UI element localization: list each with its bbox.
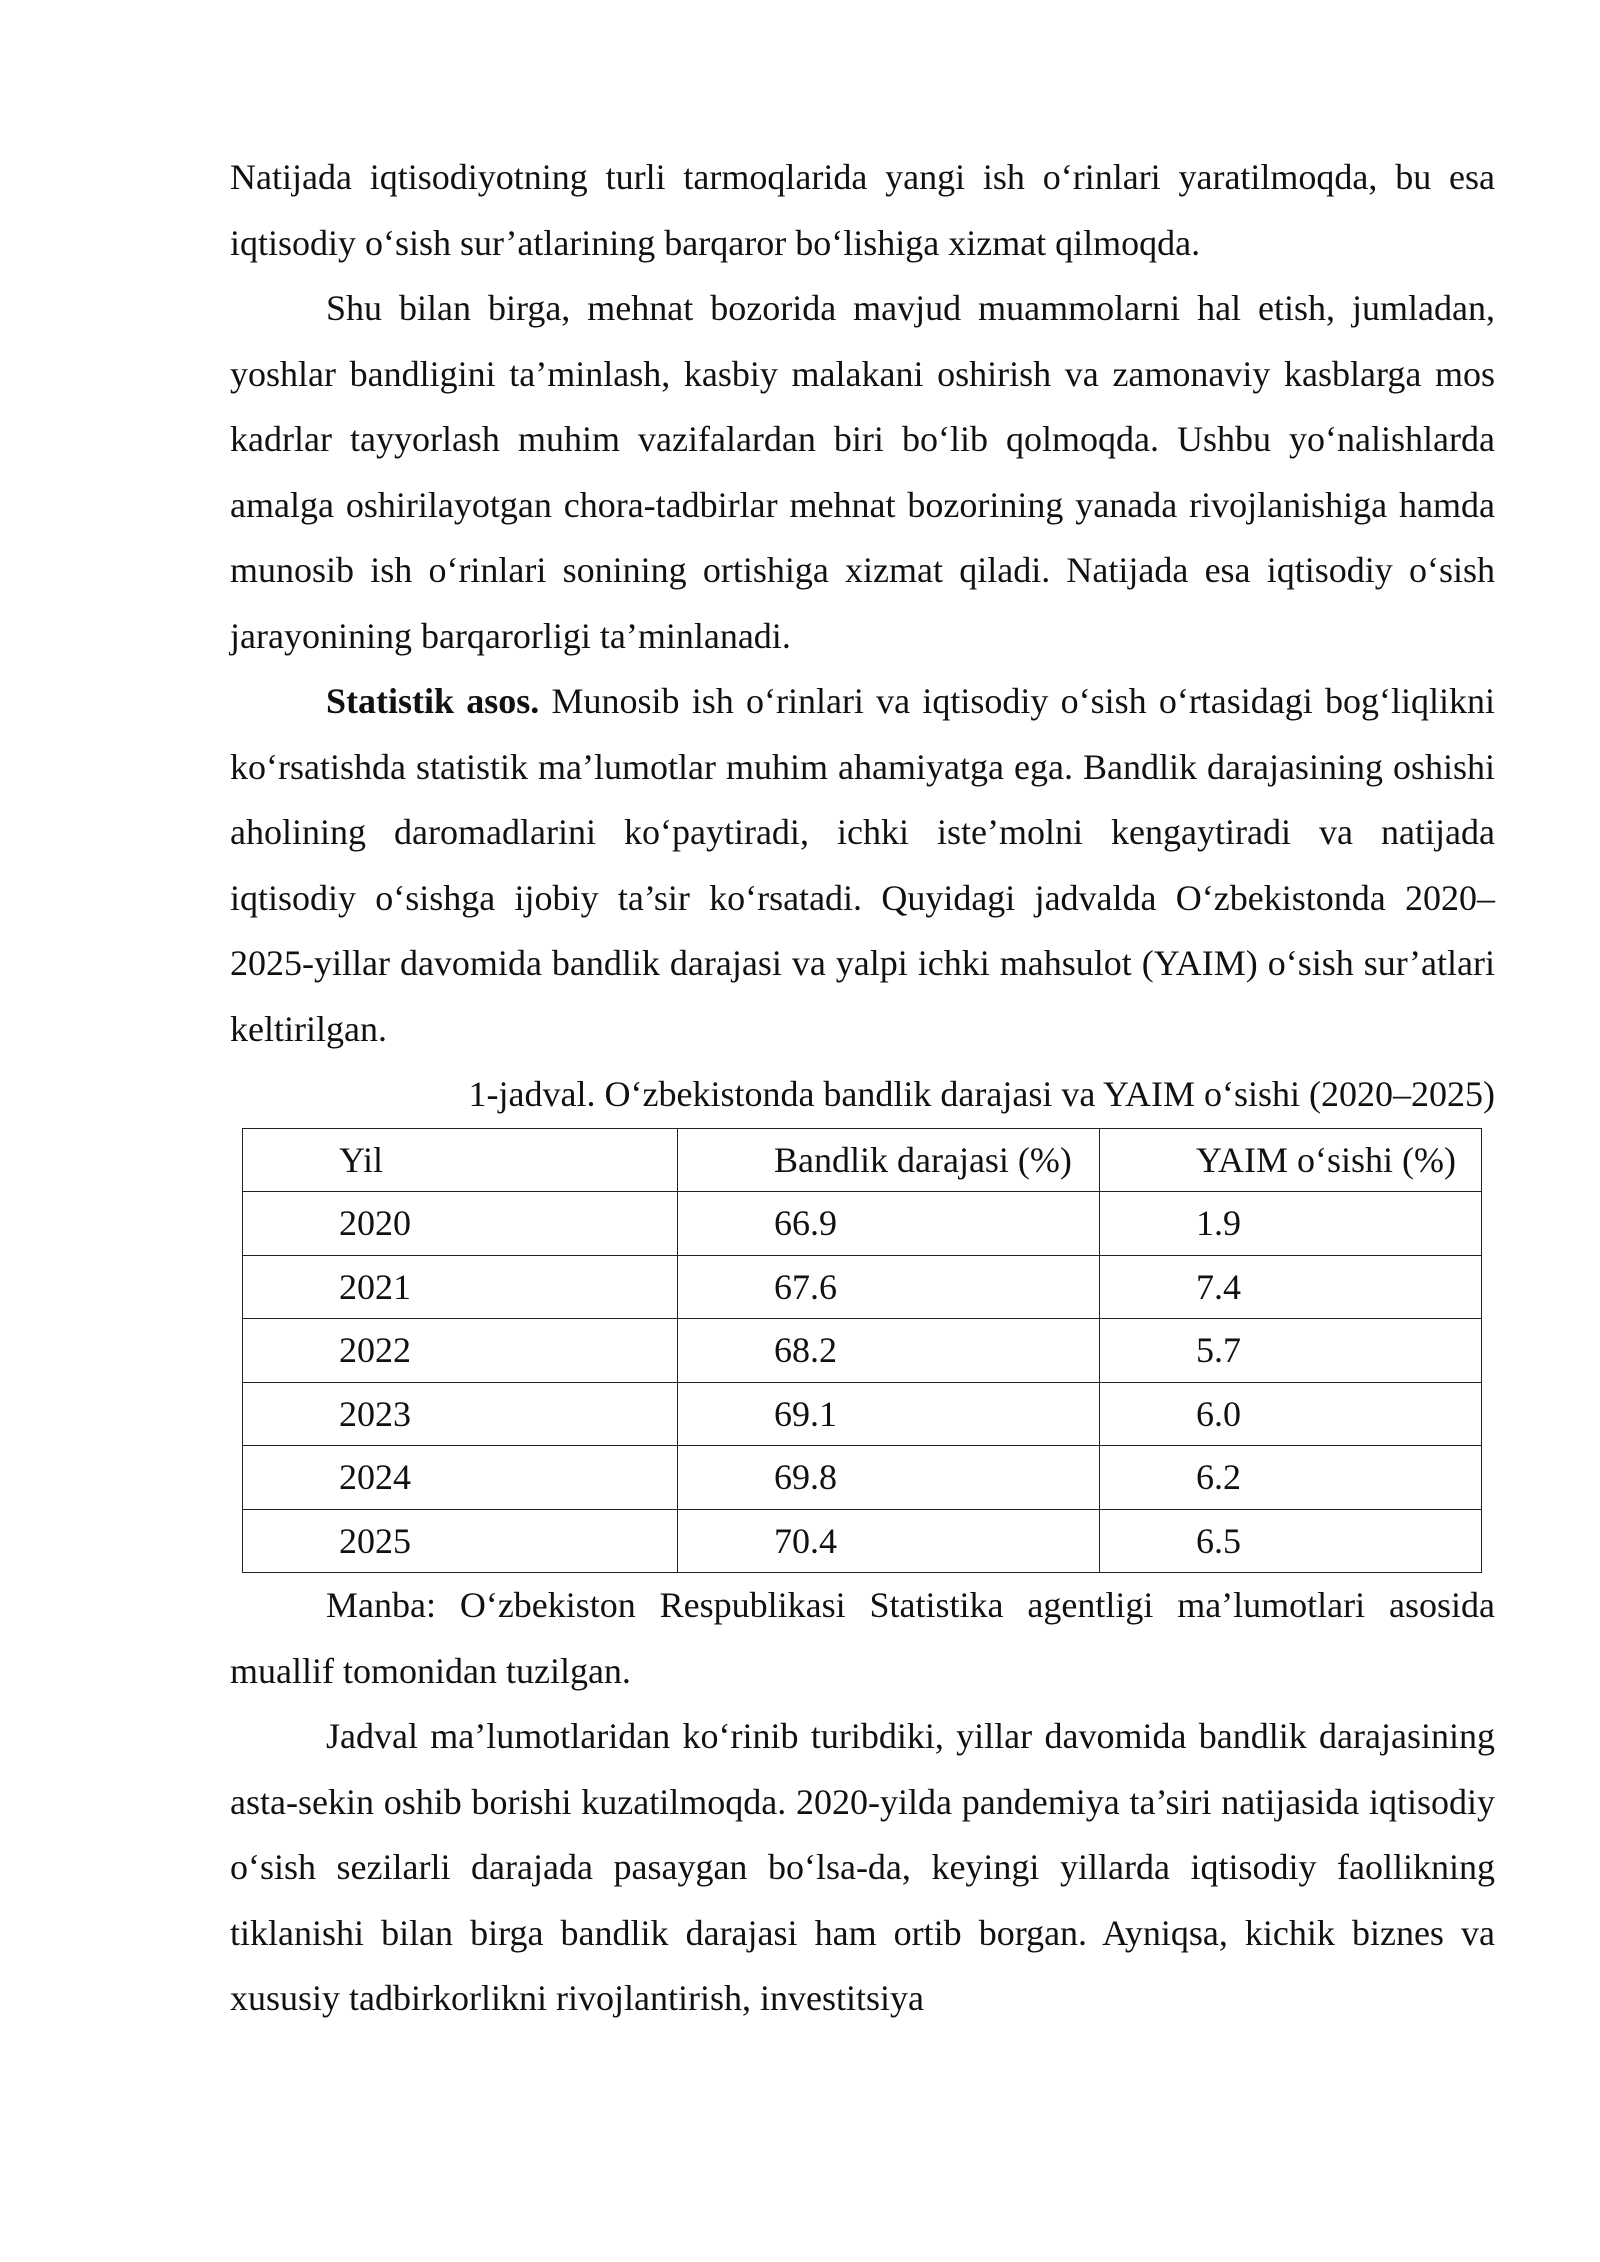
cell-gdp-growth: 7.4 [1100,1255,1482,1319]
data-table [242,1128,1482,1574]
cell-year: 2020 [243,1192,678,1256]
cell-gdp-growth: 1.9 [1100,1192,1482,1256]
paragraph-3-text: Munosib ish o‘rinlari va iqtisodiy o‘sish o‘rtasidagi bog‘liqlikni ko‘rsatishda statistik ma’lumotlar muhim ahamiyatga ega. Bandlik darajasining oshishi aholining daromadlarini ko‘paytiradi, ichki iste’molni kengaytiradi va natijada iqtisodiy o‘sishga ijobiy ta’sir ko‘rsatadi. Quyidagi jadvalda O‘zbekistonda 2020–2025-yillar davomida bandlik darajasi va yalpi ichki mahsulot (YAIM) o‘sish sur’atlari keltirilgan. [230,681,1496,1049]
cell-gdp-growth: 6.2 [1100,1446,1482,1510]
table-row [243,1319,1482,1383]
cell-employment-rate: 67.6 [678,1255,1100,1319]
cell-employment-rate: 69.8 [678,1446,1100,1510]
paragraph-5: Jadval ma’lumotlaridan ko‘rinib turibdiki, yillar davomida bandlik darajasining asta-sekin oshib borishi kuzatilmoqda. 2020-yilda pandemiya ta’siri natijasida iqtisodiy o‘sish sezilarli darajada pasaygan bo‘lsa-da, keyingi yillarda iqtisodiy faollikning tiklanishi bilan birga bandlik darajasi ham ortib borgan. Ayniqsa, kichik biznes va xususiy tadbirkorlikni rivojlantirish, investitsiya [230,1716,1495,2018]
cell-year: 2023 [243,1382,678,1446]
table-row [243,1192,1482,1256]
cell-gdp-growth: 6.5 [1100,1509,1482,1573]
section-heading: Statistik asos. [326,681,540,721]
cell-year: 2024 [243,1446,678,1510]
cell-gdp-growth: 6.0 [1100,1382,1482,1446]
cell-employment-rate: 70.4 [678,1509,1100,1573]
table-row [243,1509,1482,1573]
cell-year: 2025 [243,1509,678,1573]
table-row [243,1255,1482,1319]
cell-year: 2021 [243,1255,678,1319]
table-caption: 1-jadval. O‘zbekistonda bandlik darajasi va YAIM o‘sishi (2020–2025) [468,1074,1495,1114]
table-row [243,1382,1482,1446]
table-header-row [243,1128,1482,1192]
cell-employment-rate: 68.2 [678,1319,1100,1383]
cell-employment-rate: 69.1 [678,1382,1100,1446]
document-page [230,145,1495,2032]
cell-year: 2022 [243,1319,678,1383]
header-gdp-growth: YAIM o‘sishi (%) [1100,1128,1482,1192]
table-row [243,1446,1482,1510]
cell-employment-rate: 66.9 [678,1192,1100,1256]
paragraph-2: Shu bilan birga, mehnat bozorida mavjud muammolarni hal etish, jumladan, yoshlar bandligini ta’minlash, kasbiy malakani oshirish va zamonaviy kasblarga mos kadrlar tayyorlash muhim vazifalardan biri bo‘lib qolmoqda. Ushbu yo‘nalishlarda amalga oshirilayotgan chora-tadbirlar mehnat bozorining yanada rivojlanishiga hamda munosib ish o‘rinlari sonining ortishiga xizmat qiladi. Natijada esa iqtisodiy o‘sish jarayonining barqarorligi ta’minlanadi. [230,288,1495,656]
cell-gdp-growth: 5.7 [1100,1319,1482,1383]
paragraph-1: Natijada iqtisodiyotning turli tarmoqlarida yangi ish o‘rinlari yaratilmoqda, bu esa iqtisodiy o‘sish sur’atlarining barqaror bo‘lishiga xizmat qilmoqda. [230,157,1495,263]
source-note: Manba: O‘zbekiston Respublikasi Statistika agentligi ma’lumotlari asosida muallif tomonidan tuzilgan. [230,1585,1495,1691]
header-year: Yil [243,1128,678,1192]
header-employment-rate: Bandlik darajasi (%) [678,1128,1100,1192]
paragraph-3 [230,669,1495,1062]
